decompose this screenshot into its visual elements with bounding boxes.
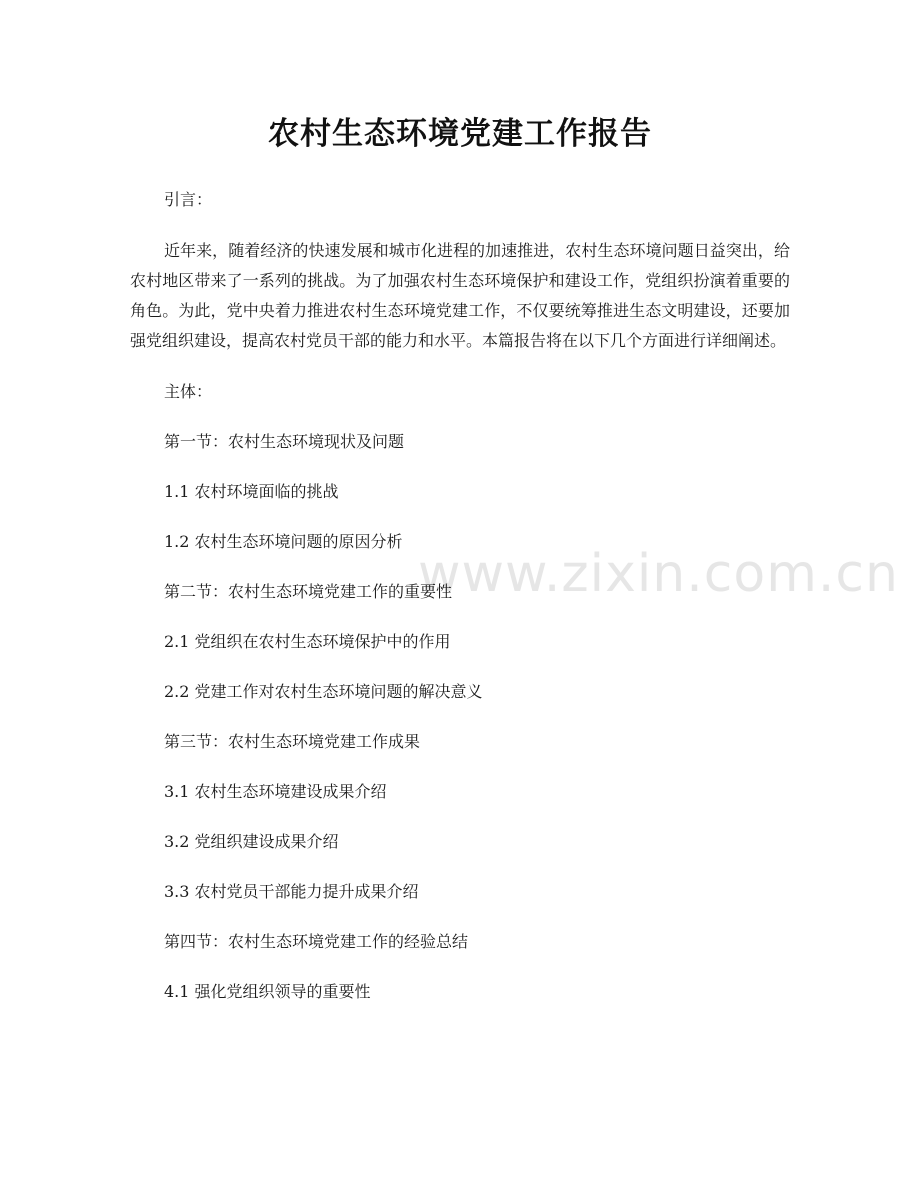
outline-item: 第四节：农村生态环境党建工作的经验总结 bbox=[164, 932, 469, 951]
document-body bbox=[130, 186, 790, 1028]
body-label: 主体： bbox=[164, 382, 213, 401]
intro-label: 引言： bbox=[164, 190, 213, 209]
outline-item: 第二节：农村生态环境党建工作的重要性 bbox=[164, 582, 453, 601]
outline-item: 第三节：农村生态环境党建工作成果 bbox=[164, 732, 421, 751]
intro-paragraph: 近年来，随着经济的快速发展和城市化进程的加速推进，农村生态环境问题日益突出，给农村地区带来了一系列的挑战。为了加强农村生态环境保护和建设工作，党组织扮演着重要的角色。为此，党中央着力推进农村生态环境党建工作，不仅要统筹推进生态文明建设，还要加强党组织建设，提高农村党员干部的能力和水平。本篇报告将在以下几个方面进行详细阐述。 bbox=[130, 241, 790, 350]
outline-item: 3.2 党组织建设成果介绍 bbox=[164, 832, 339, 851]
outline-item: 第一节：农村生态环境现状及问题 bbox=[164, 432, 405, 451]
outline-item: 3.1 农村生态环境建设成果介绍 bbox=[164, 782, 387, 801]
page-title: 农村生态环境党建工作报告 bbox=[268, 116, 652, 152]
watermark: www.zixin.com.cn bbox=[418, 544, 899, 604]
outline-item: 3.3 农村党员干部能力提升成果介绍 bbox=[164, 882, 419, 901]
outline-item: 1.1 农村环境面临的挑战 bbox=[164, 482, 339, 501]
outline-list bbox=[130, 428, 790, 1006]
outline-item: 1.2 农村生态环境问题的原因分析 bbox=[164, 532, 403, 551]
outline-item: 2.1 党组织在农村生态环境保护中的作用 bbox=[164, 632, 451, 651]
outline-item: 2.2 党建工作对农村生态环境问题的解决意义 bbox=[164, 682, 483, 701]
outline-item: 4.1 强化党组织领导的重要性 bbox=[164, 982, 371, 1001]
